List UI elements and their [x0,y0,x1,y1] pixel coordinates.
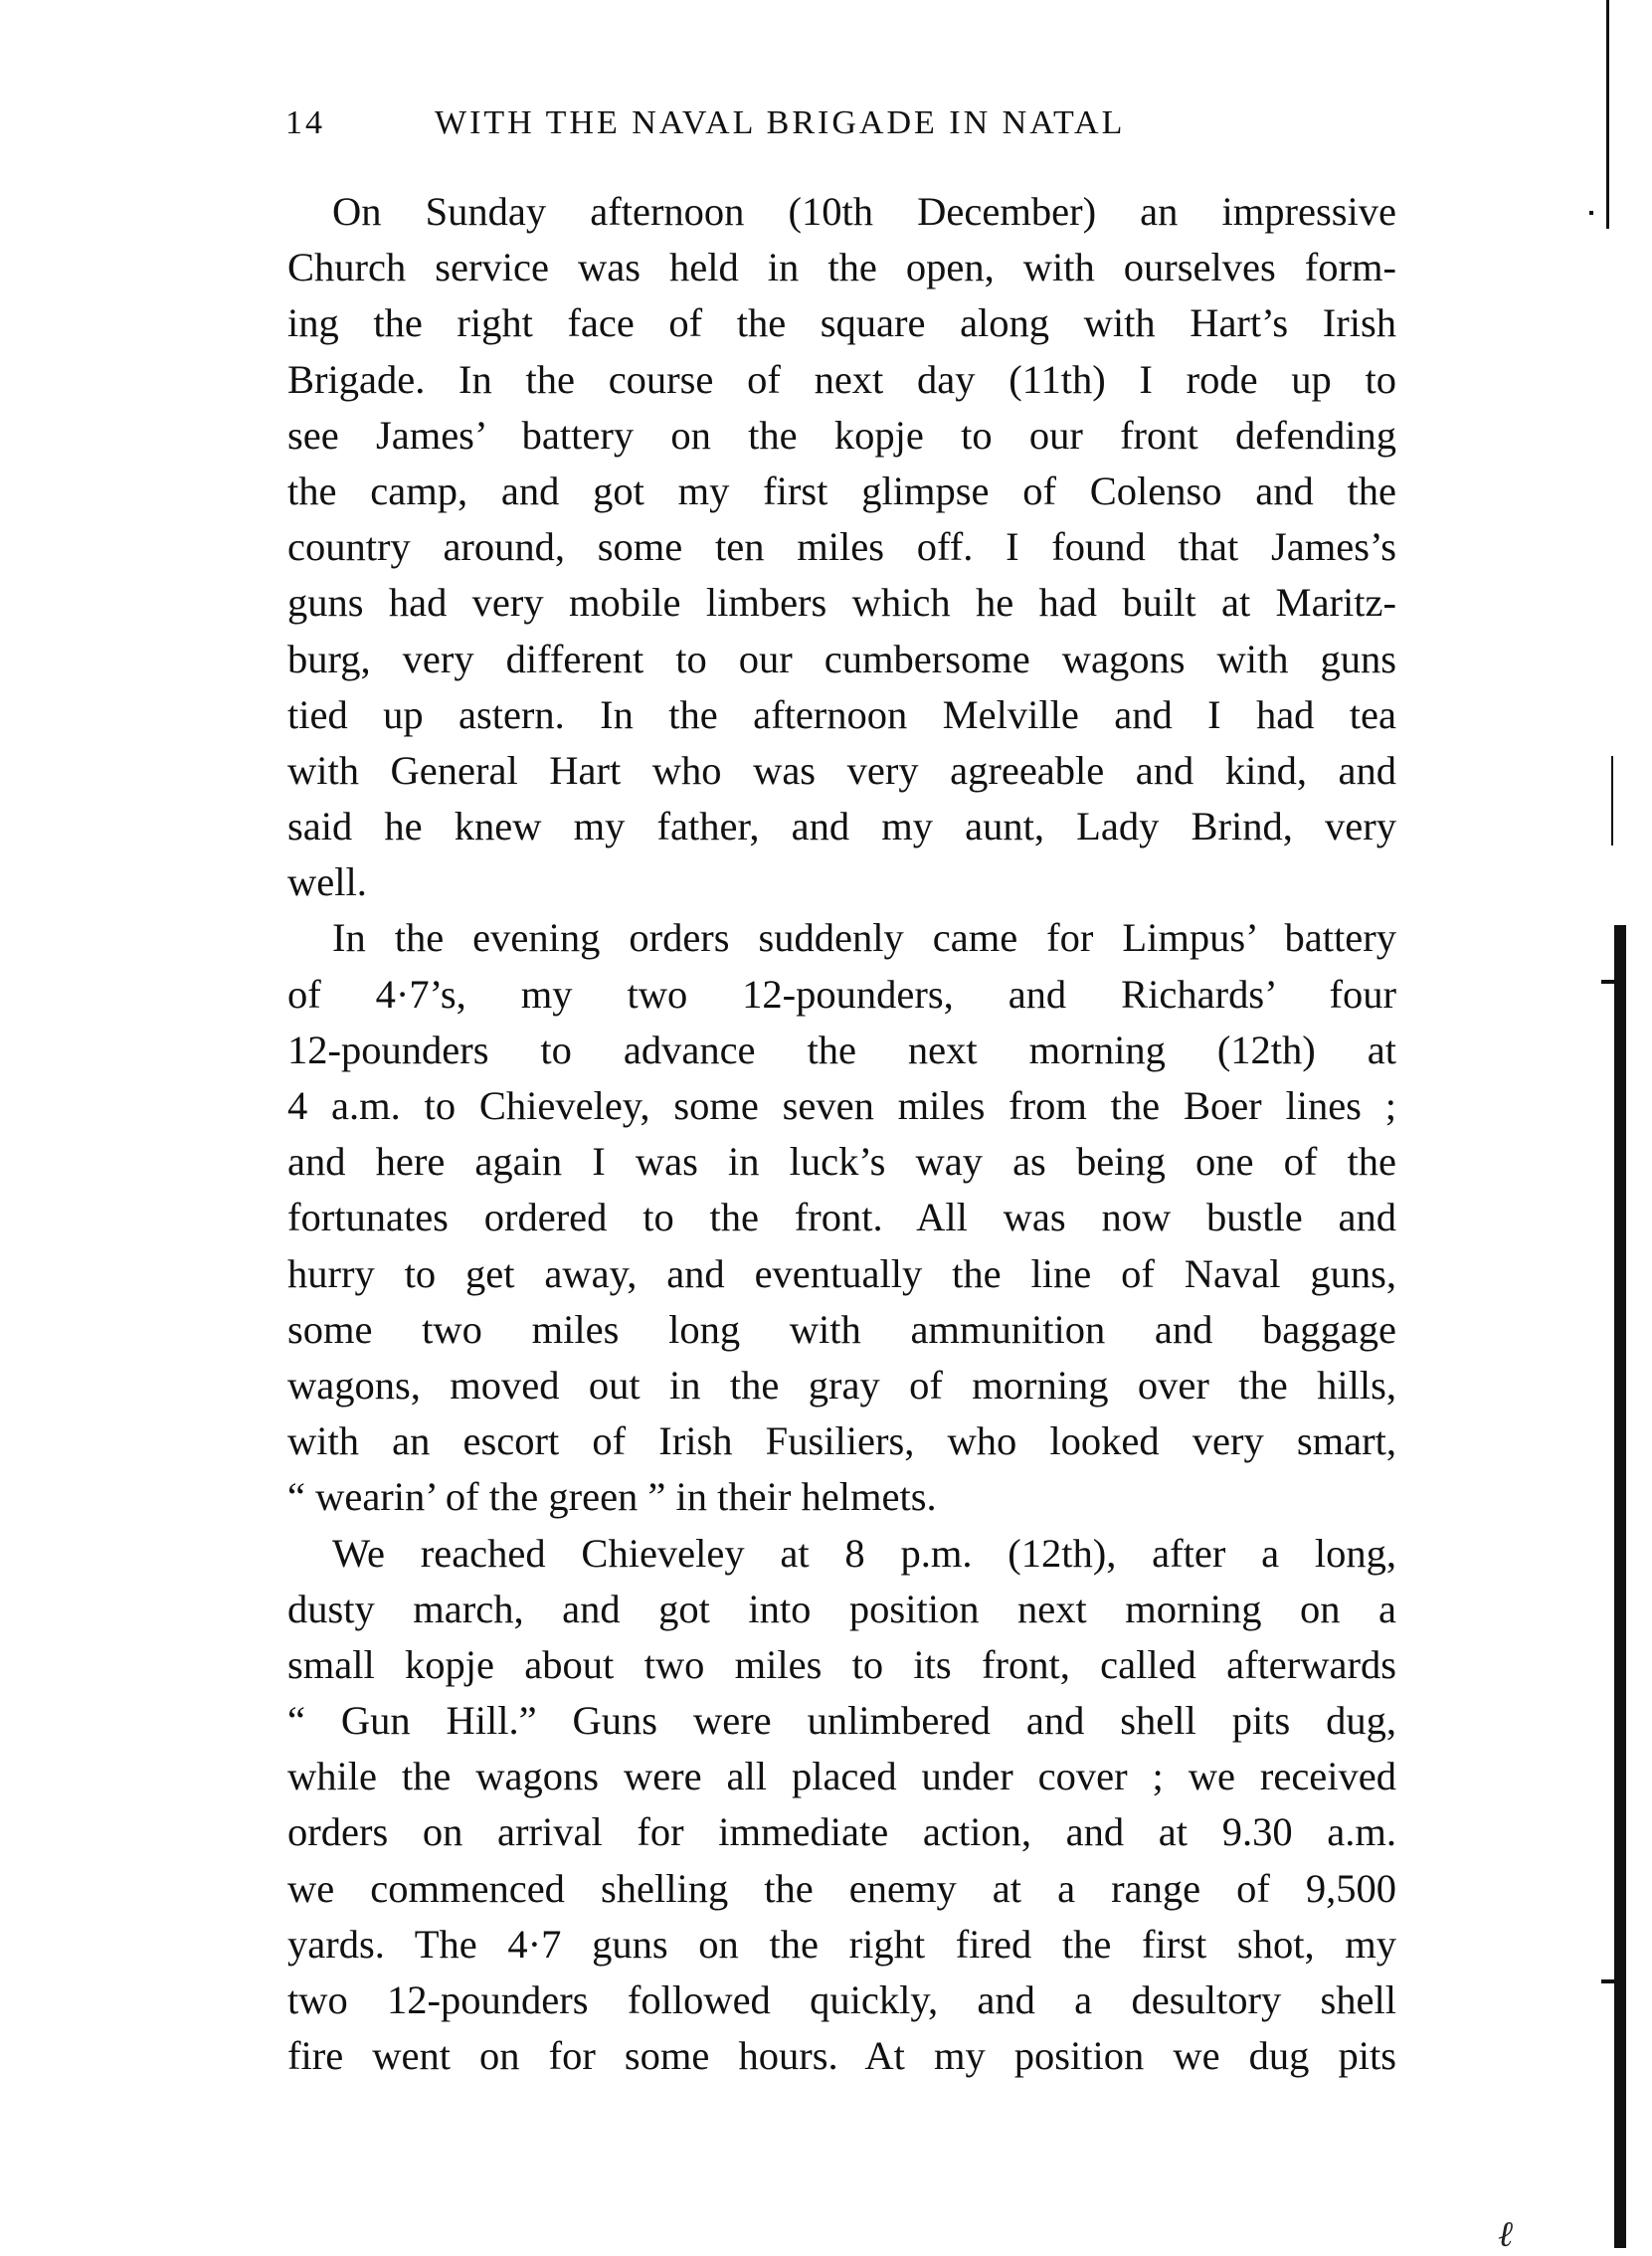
text-line: Brigade. In the course of next day (11th) I rode up to [287,356,1396,402]
running-title: WITH THE NAVAL BRIGADE IN NATAL [435,104,1126,141]
text-line: said he knew my father, and my aunt, Lady Brind, very [287,804,1396,849]
scan-speck [1589,211,1593,215]
text-line: orders on arrival for immediate action, and at 9.30 a.m. [287,1809,1396,1855]
text-line: Church service was held in the open, with ourselves form- [287,245,1396,290]
stray-pen-mark: ℓ [1498,2214,1513,2254]
text-line: On Sunday afternoon (10th December) an impressive [332,189,1396,234]
text-line: some two miles long with ammunition and baggage [287,1306,1396,1352]
text-line: we commenced shelling the enemy at a range of 9,500 [287,1865,1396,1911]
paragraph-3 [287,1526,1396,2085]
text-line: of 4·7’s, my two 12-pounders, and Richards’ four [287,971,1396,1017]
scan-edge-line [1611,756,1613,846]
running-head [285,104,1280,154]
text-line: 4 a.m. to Chieveley, some seven miles from the Boer lines ; [287,1083,1396,1128]
text-line: burg, very different to our cumbersome wagons with guns [287,636,1396,681]
text-line: fortunates ordered to the front. All was now bustle and [287,1195,1396,1240]
text-line: “ wearin’ of the green ” in their helmets. [287,1474,937,1520]
text-line: We reached Chieveley at 8 p.m. (12th), after a long, [332,1530,1396,1576]
text-line: with General Hart who was very agreeable and kind, and [287,747,1396,793]
paragraph-1 [287,184,1396,910]
text-line: guns had very mobile limbers which he had built at Maritz- [287,580,1396,626]
paragraph-2 [287,910,1396,1525]
scan-edge-notch [1601,1979,1616,1983]
scan-edge-notch [1601,980,1616,984]
text-line: “ Gun Hill.” Guns were unlimbered and shell pits dug, [287,1698,1396,1744]
text-line: well. [287,859,367,905]
text-line: with an escort of Irish Fusiliers, who looked very smart, [287,1418,1396,1464]
body-text [287,184,1396,2084]
text-line: dusty march, and got into position next morning on a [287,1586,1396,1631]
text-line: the camp, and got my first glimpse of Colenso and the [287,468,1396,513]
text-line: small kopje about two miles to its front, called afterwards [287,1641,1396,1687]
scan-edge-line [1606,0,1609,229]
scan-edge-shadow [1614,925,1626,2248]
text-line: In the evening orders suddenly came for Limpus’ battery [332,915,1396,961]
text-line: tied up astern. In the afternoon Melville and I had tea [287,691,1396,737]
text-line: country around, some ten miles off. I found that James’s [287,524,1396,570]
text-line: and here again I was in luck’s way as being one of the [287,1139,1396,1185]
text-line: yards. The 4·7 guns on the right fired the first shot, my [287,1921,1396,1967]
text-line: ing the right face of the square along with Hart’s Irish [287,300,1396,346]
text-line: while the wagons were all placed under cover ; we received [287,1754,1396,1799]
text-line: fire went on for some hours. At my position we dug pits [287,2033,1396,2079]
text-line: wagons, moved out in the gray of morning over the hills, [287,1362,1396,1408]
text-line: see James’ battery on the kopje to our front defending [287,412,1396,458]
text-line: two 12-pounders followed quickly, and a desultory shell [287,1977,1396,2022]
page-number: 14 [285,104,325,141]
text-line: hurry to get away, and eventually the line of Naval guns, [287,1250,1396,1296]
text-line: 12-pounders to advance the next morning (12th) at [287,1027,1396,1072]
